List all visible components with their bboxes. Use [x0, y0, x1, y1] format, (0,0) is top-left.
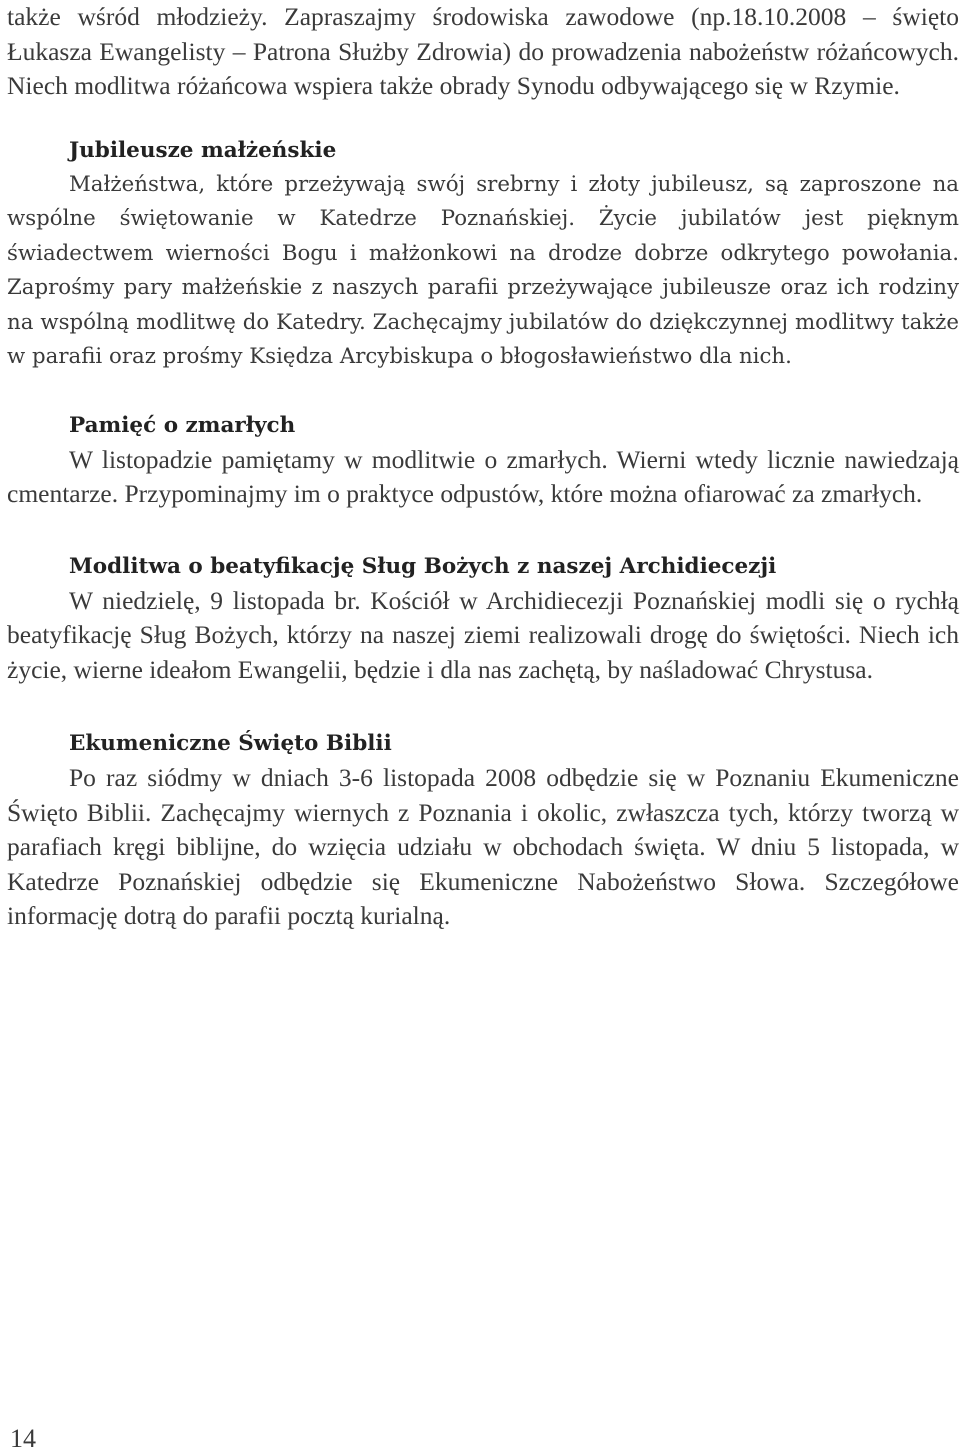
section-body: W listopadzie pamiętamy w modlitwie o zmarłych. Wierni wtedy licznie nawiedzają cmentarze. Przypominajmy im o praktyce odpustów, które można ofiarować za zmarłych.	[7, 444, 959, 508]
intro-paragraph: także wśród młodzieży. Zapraszajmy środowiska zawodowe (np.18.10.2008 – święto Łukasza Ewangelisty – Patrona Służby Zdrowia) do prowadzenia nabożeństw różańcowych. Niech modlitwa różańcowa wspiera także obrady Synodu odbywającego się w Rzymie.	[7, 2, 959, 100]
section-heading: Pamięć o zmarłych	[69, 412, 296, 438]
section-body: Małżeństwa, które przeżywają swój srebrny i złoty jubileusz, są zaproszone na wspólne świętowanie w Katedrze Poznańskiej. Życie jubilatów jest pięknym świadectwem wierności Bogu i małżonkowi na drodze dobrze odkrytego powołania. Zaprośmy pary małżeńskie z naszych parafii przeżywające jubileusze oraz ich rodziny na wspólną modlitwę do Katedry. Zachęcajmy jubilatów do dziękczynnej modlitwy także w parafii oraz prośmy Księdza Arcybiskupa o błogosławieństwo dla nich.	[7, 171, 959, 369]
document-page	[7, 0, 959, 934]
section-heading: Modlitwa o beatyfikację Sług Bożych z naszej Archidiecezji	[69, 553, 777, 579]
section-swieto-biblii	[7, 727, 959, 934]
section-heading: Jubileusze małżeńskie	[69, 137, 337, 163]
section-body: Po raz siódmy w dniach 3-6 listopada 2008 odbędzie się w Poznaniu Ekumeniczne Święto Biblii. Zachęcajmy wiernych z Poznania i okolic, zwłaszcza tych, którzy tworzą w parafiach kręgi biblijne, do wzięcia udziału w obchodach święta. W dniu 5 listopada, w Katedrze Poznańskiej odbędzie się Ekumeniczne Nabożeństwo Słowa. Szczegółowe informację dotrą do parafii pocztą kurialną.	[7, 763, 959, 930]
section-beatyfikacja	[7, 550, 959, 688]
section-body: W niedzielę, 9 listopada br. Kościół w Archidiecezji Poznańskiej modli się o rychłą beatyfikację Sług Bożych, którzy na naszej ziemi realizowali drogę do świętości. Niech ich życie, wierne ideałom Ewangelii, będzie i dla nas zachętą, by naśladować Chrystusa.	[7, 585, 959, 684]
section-pamiec	[7, 409, 959, 512]
section-heading: Ekumeniczne Święto Biblii	[69, 731, 392, 756]
page-number: 14	[10, 1424, 36, 1453]
section-jubileusze	[7, 134, 959, 375]
